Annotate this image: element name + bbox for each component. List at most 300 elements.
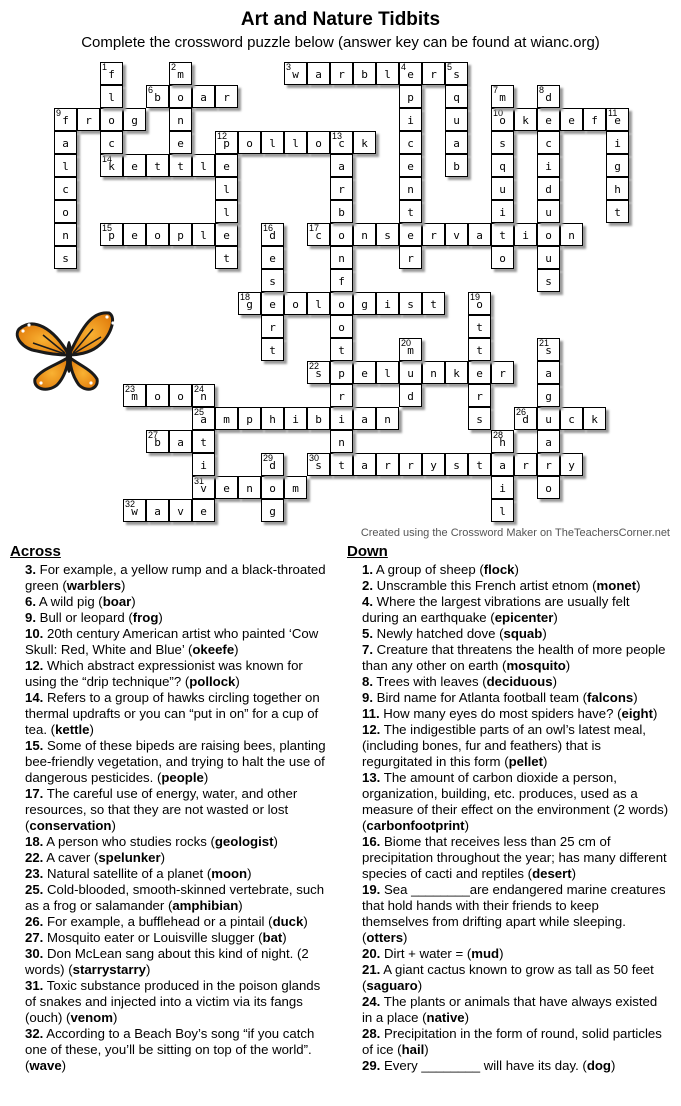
- grid-cell[interactable]: [330, 338, 353, 361]
- grid-cell[interactable]: [261, 315, 284, 338]
- grid-cell[interactable]: [192, 85, 215, 108]
- grid-cell[interactable]: [215, 85, 238, 108]
- cell-letter: t: [476, 321, 483, 334]
- cell-letter: t: [476, 459, 483, 472]
- grid-cell[interactable]: [192, 384, 215, 407]
- grid-cell[interactable]: [284, 292, 307, 315]
- cell-letter: l: [384, 68, 391, 81]
- clue-number: 6.: [25, 594, 36, 609]
- grid-cell[interactable]: [284, 476, 307, 499]
- clue-number: 19.: [362, 882, 381, 897]
- grid-cell[interactable]: [468, 292, 491, 315]
- grid-cell[interactable]: [123, 154, 146, 177]
- grid-cell[interactable]: [376, 223, 399, 246]
- grid-cell[interactable]: [399, 361, 422, 384]
- grid-cell[interactable]: [146, 85, 169, 108]
- grid-cell[interactable]: [330, 154, 353, 177]
- grid-cell[interactable]: [468, 315, 491, 338]
- grid-cell[interactable]: [399, 200, 422, 223]
- grid-cell[interactable]: [399, 131, 422, 154]
- cell-letter: u: [545, 252, 552, 265]
- grid-cell[interactable]: [330, 246, 353, 269]
- grid-cell[interactable]: [445, 361, 468, 384]
- grid-cell[interactable]: [376, 453, 399, 476]
- grid-cell[interactable]: [399, 85, 422, 108]
- clue-number: 31.: [25, 978, 44, 993]
- clue-number: 15.: [25, 738, 44, 753]
- grid-cell[interactable]: [399, 292, 422, 315]
- grid-cell[interactable]: [261, 292, 284, 315]
- cell-letter: k: [591, 413, 598, 426]
- grid-cell[interactable]: [238, 476, 261, 499]
- grid-cell[interactable]: [100, 223, 123, 246]
- cell-letter: i: [499, 482, 506, 495]
- cell-number: 10: [493, 108, 504, 118]
- cell-letter: o: [499, 252, 506, 265]
- clue-tail: ): [514, 562, 519, 577]
- grid-cell[interactable]: [192, 453, 215, 476]
- cell-letter: r: [430, 68, 437, 81]
- cell-letter: n: [407, 183, 414, 196]
- cell-letter: l: [499, 505, 506, 518]
- grid-cell[interactable]: [353, 361, 376, 384]
- clue-text: For example, a yellow rump and a black-throated green (: [25, 562, 326, 593]
- grid-cell[interactable]: [169, 430, 192, 453]
- across-clue: [10, 930, 332, 946]
- down-clue: [347, 722, 669, 770]
- grid-cell[interactable]: [445, 154, 468, 177]
- clue-answer: people: [161, 770, 204, 785]
- grid-cell[interactable]: [376, 62, 399, 85]
- grid-cell[interactable]: [606, 131, 629, 154]
- grid-cell[interactable]: [77, 108, 100, 131]
- clue-tail: ): [543, 754, 548, 769]
- cell-letter: m: [499, 91, 506, 104]
- grid-cell[interactable]: [123, 499, 146, 522]
- grid-cell[interactable]: [606, 108, 629, 131]
- grid-cell[interactable]: [537, 430, 560, 453]
- grid-cell[interactable]: [100, 108, 123, 131]
- grid-cell[interactable]: [353, 131, 376, 154]
- grid-cell[interactable]: [284, 131, 307, 154]
- grid-cell[interactable]: [537, 200, 560, 223]
- grid-cell[interactable]: [330, 430, 353, 453]
- grid-cell[interactable]: [537, 154, 560, 177]
- grid-cell[interactable]: [376, 361, 399, 384]
- cell-letter: b: [315, 413, 322, 426]
- clue-tail: ): [121, 578, 126, 593]
- grid-cell[interactable]: [238, 407, 261, 430]
- cell-number: 30: [309, 453, 320, 463]
- grid-cell[interactable]: [261, 476, 284, 499]
- grid-cell[interactable]: [376, 407, 399, 430]
- clue-text: According to a Beach Boy’s song “if you catch one of these, you’ll be sitting on top of the world”. (: [25, 1026, 315, 1073]
- grid-cell[interactable]: [215, 154, 238, 177]
- grid-cell[interactable]: [353, 223, 376, 246]
- clue-number: 11.: [362, 706, 380, 721]
- grid-cell[interactable]: [376, 292, 399, 315]
- cell-letter: b: [338, 206, 345, 219]
- grid-cell[interactable]: [192, 223, 215, 246]
- grid-cell[interactable]: [353, 62, 376, 85]
- cell-number: 24: [194, 384, 205, 394]
- clue-text: 20th century American artist who painted ‘Cow Skull: Red, White and Blue’ (: [25, 626, 319, 657]
- grid-cell[interactable]: [491, 108, 514, 131]
- grid-cell[interactable]: [537, 453, 560, 476]
- cell-letter: o: [338, 321, 345, 334]
- clue-number: 23.: [25, 866, 44, 881]
- grid-cell[interactable]: [422, 292, 445, 315]
- grid-cell[interactable]: [330, 223, 353, 246]
- grid-cell[interactable]: [238, 292, 261, 315]
- grid-cell[interactable]: [491, 476, 514, 499]
- cell-letter: h: [269, 413, 276, 426]
- grid-cell[interactable]: [330, 200, 353, 223]
- cell-letter: d: [269, 459, 276, 472]
- clue-text: The amount of carbon dioxide a person, organization, building, etc. produces, used as a measure of their effect on the environment (2 words) (: [362, 770, 669, 833]
- cell-letter: s: [62, 252, 69, 265]
- grid-cell[interactable]: [261, 499, 284, 522]
- grid-cell[interactable]: [399, 384, 422, 407]
- grid-cell[interactable]: [123, 384, 146, 407]
- grid-cell[interactable]: [100, 62, 123, 85]
- cell-number: 31: [194, 476, 205, 486]
- cell-letter: t: [476, 344, 483, 357]
- cell-letter: y: [430, 459, 437, 472]
- down-clue: [347, 626, 669, 642]
- cell-letter: q: [499, 160, 506, 173]
- grid-cell[interactable]: [54, 131, 77, 154]
- grid-cell[interactable]: [54, 223, 77, 246]
- grid-cell[interactable]: [353, 292, 376, 315]
- grid-cell[interactable]: [192, 430, 215, 453]
- cell-number: 28: [493, 430, 504, 440]
- grid-cell[interactable]: [330, 131, 353, 154]
- grid-cell[interactable]: [54, 108, 77, 131]
- grid-cell[interactable]: [146, 430, 169, 453]
- grid-cell[interactable]: [146, 223, 169, 246]
- grid-cell[interactable]: [560, 407, 583, 430]
- grid-cell[interactable]: [261, 453, 284, 476]
- butterfly-icon: [13, 307, 121, 399]
- grid-cell[interactable]: [330, 407, 353, 430]
- cell-letter: r: [499, 367, 506, 380]
- across-clue: [10, 610, 332, 626]
- across-clue: [10, 882, 332, 914]
- grid-cell[interactable]: [353, 407, 376, 430]
- cell-letter: a: [545, 367, 552, 380]
- clue-tail: ): [553, 610, 558, 625]
- cell-letter: i: [614, 137, 621, 150]
- clue-text: Precipitation in the form of round, solid particles of ice (: [362, 1026, 662, 1057]
- grid-cell[interactable]: [399, 223, 422, 246]
- grid-cell[interactable]: [330, 361, 353, 384]
- grid-cell[interactable]: [330, 453, 353, 476]
- cell-letter: l: [62, 160, 69, 173]
- grid-cell[interactable]: [491, 85, 514, 108]
- grid-cell[interactable]: [192, 154, 215, 177]
- clue-tail: ): [542, 626, 547, 641]
- grid-cell[interactable]: [606, 154, 629, 177]
- cell-letter: p: [246, 413, 253, 426]
- grid-cell[interactable]: [330, 315, 353, 338]
- grid-cell[interactable]: [54, 246, 77, 269]
- clue-answer: epicenter: [494, 610, 554, 625]
- cell-letter: c: [315, 229, 322, 242]
- grid-cell[interactable]: [330, 269, 353, 292]
- grid-cell[interactable]: [537, 131, 560, 154]
- cell-letter: y: [568, 459, 575, 472]
- clue-number: 1.: [362, 562, 373, 577]
- grid-cell[interactable]: [491, 223, 514, 246]
- grid-cell[interactable]: [100, 131, 123, 154]
- grid-cell[interactable]: [537, 269, 560, 292]
- grid-cell[interactable]: [307, 62, 330, 85]
- grid-cell[interactable]: [261, 223, 284, 246]
- cell-letter: a: [453, 137, 460, 150]
- grid-cell[interactable]: [491, 246, 514, 269]
- cell-letter: d: [269, 229, 276, 242]
- grid-cell[interactable]: [537, 476, 560, 499]
- grid-cell[interactable]: [215, 223, 238, 246]
- grid-cell[interactable]: [169, 108, 192, 131]
- grid-cell[interactable]: [491, 430, 514, 453]
- grid-cell[interactable]: [54, 154, 77, 177]
- down-clue-list: [347, 562, 669, 1074]
- grid-cell[interactable]: [560, 223, 583, 246]
- grid-cell[interactable]: [537, 177, 560, 200]
- grid-cell[interactable]: [537, 246, 560, 269]
- cell-letter: t: [223, 252, 230, 265]
- grid-cell[interactable]: [284, 62, 307, 85]
- grid-cell[interactable]: [215, 407, 238, 430]
- clue-text: Bull or leopard (: [36, 610, 133, 625]
- clue-number: 25.: [25, 882, 44, 897]
- grid-cell[interactable]: [422, 62, 445, 85]
- grid-cell[interactable]: [399, 62, 422, 85]
- grid-cell[interactable]: [215, 200, 238, 223]
- cell-letter: e: [568, 114, 575, 127]
- grid-cell[interactable]: [537, 407, 560, 430]
- cell-letter: e: [269, 252, 276, 265]
- clue-text: A caver (: [43, 850, 99, 865]
- cell-letter: o: [177, 91, 184, 104]
- grid-cell[interactable]: [238, 131, 261, 154]
- down-clue: [347, 642, 669, 674]
- cell-letter: g: [246, 298, 253, 311]
- grid-cell[interactable]: [399, 154, 422, 177]
- grid-cell[interactable]: [399, 246, 422, 269]
- grid-cell[interactable]: [468, 223, 491, 246]
- grid-cell[interactable]: [514, 223, 537, 246]
- grid-cell[interactable]: [399, 338, 422, 361]
- clue-number: 9.: [25, 610, 36, 625]
- grid-cell[interactable]: [307, 223, 330, 246]
- clue-tail: ): [273, 834, 278, 849]
- grid-cell[interactable]: [123, 223, 146, 246]
- grid-cell[interactable]: [307, 453, 330, 476]
- across-clue: [10, 786, 332, 834]
- grid-cell[interactable]: [330, 292, 353, 315]
- cell-number: 20: [401, 338, 412, 348]
- grid-cell[interactable]: [146, 384, 169, 407]
- cell-number: 23: [125, 384, 136, 394]
- grid-cell[interactable]: [583, 407, 606, 430]
- grid-cell[interactable]: [514, 407, 537, 430]
- grid-cell[interactable]: [560, 108, 583, 131]
- grid-cell[interactable]: [537, 85, 560, 108]
- grid-cell[interactable]: [445, 85, 468, 108]
- cell-number: 2: [171, 62, 177, 72]
- clue-number: 8.: [362, 674, 373, 689]
- cell-letter: d: [545, 183, 552, 196]
- down-clue: [347, 578, 669, 594]
- grid-cell[interactable]: [169, 499, 192, 522]
- cell-letter: u: [545, 413, 552, 426]
- cell-letter: a: [62, 137, 69, 150]
- cell-letter: e: [131, 229, 138, 242]
- grid-cell[interactable]: [468, 361, 491, 384]
- clue-tail: ): [464, 818, 469, 833]
- grid-cell[interactable]: [422, 361, 445, 384]
- cell-letter: o: [338, 298, 345, 311]
- grid-cell[interactable]: [169, 223, 192, 246]
- grid-cell[interactable]: [169, 85, 192, 108]
- grid-cell[interactable]: [261, 246, 284, 269]
- cell-number: 9: [56, 108, 62, 118]
- grid-cell[interactable]: [192, 407, 215, 430]
- clue-number: 29.: [362, 1058, 381, 1073]
- cell-number: 5: [447, 62, 453, 72]
- clue-number: 21.: [362, 962, 381, 977]
- grid-cell[interactable]: [54, 200, 77, 223]
- grid-cell[interactable]: [468, 384, 491, 407]
- grid-cell[interactable]: [583, 108, 606, 131]
- cell-letter: d: [522, 413, 529, 426]
- grid-cell[interactable]: [215, 476, 238, 499]
- grid-cell[interactable]: [468, 407, 491, 430]
- grid-cell[interactable]: [123, 108, 146, 131]
- cell-letter: s: [315, 459, 322, 472]
- across-clue: [10, 834, 332, 850]
- cell-letter: r: [407, 252, 414, 265]
- cell-letter: b: [361, 68, 368, 81]
- grid-cell[interactable]: [146, 154, 169, 177]
- grid-cell[interactable]: [606, 200, 629, 223]
- down-clue: [347, 962, 669, 994]
- grid-cell[interactable]: [422, 453, 445, 476]
- grid-cell[interactable]: [261, 338, 284, 361]
- grid-cell[interactable]: [307, 131, 330, 154]
- grid-cell[interactable]: [491, 200, 514, 223]
- grid-cell[interactable]: [330, 384, 353, 407]
- grid-cell[interactable]: [192, 499, 215, 522]
- grid-cell[interactable]: [491, 177, 514, 200]
- cell-letter: t: [338, 344, 345, 357]
- grid-cell[interactable]: [307, 407, 330, 430]
- grid-cell[interactable]: [537, 108, 560, 131]
- grid-cell[interactable]: [307, 292, 330, 315]
- grid-cell[interactable]: [215, 246, 238, 269]
- grid-cell[interactable]: [307, 361, 330, 384]
- grid-cell[interactable]: [169, 384, 192, 407]
- grid-cell[interactable]: [606, 177, 629, 200]
- grid-cell[interactable]: [261, 131, 284, 154]
- grid-cell[interactable]: [261, 269, 284, 292]
- grid-cell[interactable]: [537, 223, 560, 246]
- grid-cell[interactable]: [399, 453, 422, 476]
- cell-letter: e: [223, 229, 230, 242]
- cell-letter: c: [338, 137, 345, 150]
- grid-cell[interactable]: [54, 177, 77, 200]
- across-clue: [10, 562, 332, 594]
- grid-cell[interactable]: [146, 499, 169, 522]
- clue-text: Dirt + water = (: [380, 946, 472, 961]
- clue-number: 16.: [362, 834, 381, 849]
- cell-letter: k: [453, 367, 460, 380]
- grid-cell[interactable]: [445, 453, 468, 476]
- grid-cell[interactable]: [491, 499, 514, 522]
- grid-cell[interactable]: [445, 223, 468, 246]
- grid-cell[interactable]: [284, 407, 307, 430]
- clue-answer: kettle: [55, 722, 90, 737]
- clue-answer: carbonfootprint: [366, 818, 465, 833]
- grid-cell[interactable]: [100, 85, 123, 108]
- grid-cell[interactable]: [537, 384, 560, 407]
- grid-cell[interactable]: [422, 223, 445, 246]
- grid-cell[interactable]: [399, 108, 422, 131]
- grid-cell[interactable]: [100, 154, 123, 177]
- grid-cell[interactable]: [353, 453, 376, 476]
- grid-cell[interactable]: [445, 62, 468, 85]
- grid-cell[interactable]: [560, 453, 583, 476]
- grid-cell[interactable]: [192, 476, 215, 499]
- grid-cell[interactable]: [491, 453, 514, 476]
- grid-cell[interactable]: [491, 154, 514, 177]
- clue-number: 12.: [362, 722, 381, 737]
- grid-cell[interactable]: [399, 177, 422, 200]
- grid-cell[interactable]: [491, 361, 514, 384]
- clue-number: 12.: [25, 658, 44, 673]
- grid-cell[interactable]: [491, 131, 514, 154]
- clue-answer: mud: [471, 946, 500, 961]
- grid-cell[interactable]: [514, 108, 537, 131]
- cell-letter: n: [338, 252, 345, 265]
- clue-number: 4.: [362, 594, 373, 609]
- clue-tail: ): [633, 690, 638, 705]
- grid-cell[interactable]: [215, 131, 238, 154]
- grid-cell[interactable]: [445, 108, 468, 131]
- grid-cell[interactable]: [169, 131, 192, 154]
- clue-tail: ): [61, 1058, 67, 1073]
- grid-cell[interactable]: [514, 453, 537, 476]
- down-clue: [347, 1058, 669, 1074]
- grid-cell[interactable]: [215, 177, 238, 200]
- grid-cell[interactable]: [169, 62, 192, 85]
- grid-cell[interactable]: [468, 338, 491, 361]
- clue-text: Toxic substance produced in the poison glands of snakes and injected into a victim via its fangs (ouch) (: [25, 978, 321, 1025]
- grid-cell[interactable]: [261, 407, 284, 430]
- grid-cell[interactable]: [169, 154, 192, 177]
- grid-cell[interactable]: [330, 62, 353, 85]
- grid-cell[interactable]: [468, 453, 491, 476]
- cell-letter: p: [108, 229, 115, 242]
- grid-cell[interactable]: [330, 177, 353, 200]
- clue-tail: ): [403, 930, 408, 945]
- grid-cell[interactable]: [537, 338, 560, 361]
- grid-cell[interactable]: [537, 361, 560, 384]
- grid-cell[interactable]: [445, 131, 468, 154]
